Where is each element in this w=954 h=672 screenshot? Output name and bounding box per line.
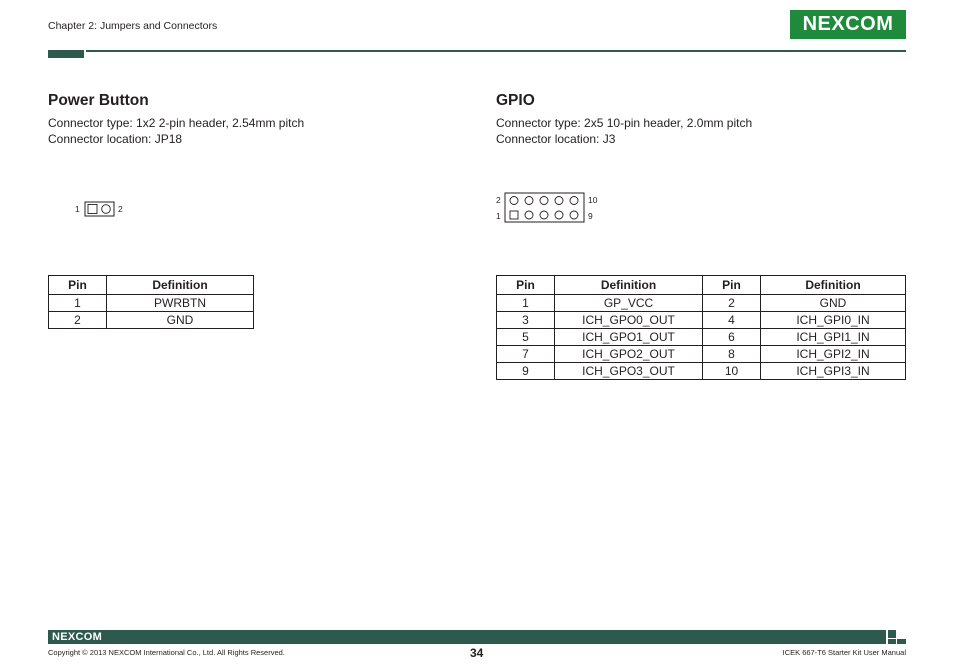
footer-bar bbox=[48, 630, 886, 644]
table-row bbox=[49, 295, 254, 312]
table-row bbox=[497, 295, 906, 312]
logo-text: NEXCOM bbox=[802, 13, 894, 35]
cell-pin: 8 bbox=[703, 346, 761, 363]
cell-pin: 2 bbox=[49, 312, 107, 329]
gpio-connector-location: Connector location: J3 bbox=[496, 132, 616, 146]
cell-definition: ICH_GPI1_IN bbox=[761, 329, 906, 346]
cell-pin: 1 bbox=[497, 295, 555, 312]
cell-pin: 6 bbox=[703, 329, 761, 346]
cell-definition: PWRBTN bbox=[107, 295, 254, 312]
gpio-pin-label-9: 9 bbox=[588, 211, 593, 221]
cell-definition: ICH_GPO0_OUT bbox=[555, 312, 703, 329]
table-row bbox=[497, 363, 906, 380]
cell-definition: GND bbox=[761, 295, 906, 312]
footer-logo: NEXCOM bbox=[52, 631, 103, 643]
cell-definition: ICH_GPI3_IN bbox=[761, 363, 906, 380]
power-button-pin-table bbox=[48, 275, 254, 329]
col-pin: Pin bbox=[497, 276, 555, 295]
cell-definition: ICH_GPO3_OUT bbox=[555, 363, 703, 380]
header-accent-bar bbox=[48, 50, 84, 58]
col-definition: Definition bbox=[107, 276, 254, 295]
cell-definition: GP_VCC bbox=[555, 295, 703, 312]
cell-pin: 3 bbox=[497, 312, 555, 329]
cell-pin: 1 bbox=[49, 295, 107, 312]
cell-pin: 2 bbox=[703, 295, 761, 312]
cell-pin: 4 bbox=[703, 312, 761, 329]
cell-definition: ICH_GPI2_IN bbox=[761, 346, 906, 363]
power-pin-label-1: 1 bbox=[75, 204, 80, 214]
cell-pin: 10 bbox=[703, 363, 761, 380]
cell-definition: GND bbox=[107, 312, 254, 329]
gpio-connector-type: Connector type: 2x5 10-pin header, 2.0mm pitch bbox=[496, 116, 753, 130]
col-pin: Pin bbox=[49, 276, 107, 295]
table-header-row bbox=[497, 276, 906, 295]
power-pin-label-2: 2 bbox=[118, 204, 123, 214]
manual-title: ICEK 667-T6 Starter Kit User Manual bbox=[782, 648, 906, 657]
table-row bbox=[49, 312, 254, 329]
cell-definition: ICH_GPO1_OUT bbox=[555, 329, 703, 346]
footer-square-icon bbox=[888, 639, 896, 644]
cell-pin: 9 bbox=[497, 363, 555, 380]
col-definition: Definition bbox=[555, 276, 703, 295]
page-number: 34 bbox=[470, 646, 484, 660]
col-definition: Definition bbox=[761, 276, 906, 295]
gpio-pin-label-2: 2 bbox=[496, 195, 501, 205]
power-button-connector-location: Connector location: JP18 bbox=[48, 132, 183, 146]
chapter-heading: Chapter 2: Jumpers and Connectors bbox=[48, 20, 218, 32]
table-row bbox=[497, 312, 906, 329]
table-header-row bbox=[49, 276, 254, 295]
footer-square-icon bbox=[897, 639, 906, 644]
footer-square-icon bbox=[888, 630, 896, 638]
header-rule bbox=[86, 50, 906, 52]
copyright-text: Copyright © 2013 NEXCOM International Co., Ltd. All Rights Reserved. bbox=[48, 648, 285, 657]
nexcom-logo bbox=[790, 10, 906, 39]
gpio-title: GPIO bbox=[496, 92, 535, 109]
gpio-pin-label-10: 10 bbox=[588, 195, 598, 205]
table-row bbox=[497, 329, 906, 346]
cell-pin: 5 bbox=[497, 329, 555, 346]
gpio-header-diagram bbox=[504, 192, 586, 224]
cell-definition: ICH_GPO2_OUT bbox=[555, 346, 703, 363]
cell-pin: 7 bbox=[497, 346, 555, 363]
gpio-pin-table bbox=[496, 275, 906, 380]
power-button-connector-type: Connector type: 1x2 2-pin header, 2.54mm pitch bbox=[48, 116, 305, 130]
table-row bbox=[497, 346, 906, 363]
power-button-header-diagram bbox=[84, 201, 116, 217]
gpio-pin-label-1: 1 bbox=[496, 211, 501, 221]
power-button-title: Power Button bbox=[48, 92, 149, 109]
cell-definition: ICH_GPI0_IN bbox=[761, 312, 906, 329]
col-pin: Pin bbox=[703, 276, 761, 295]
